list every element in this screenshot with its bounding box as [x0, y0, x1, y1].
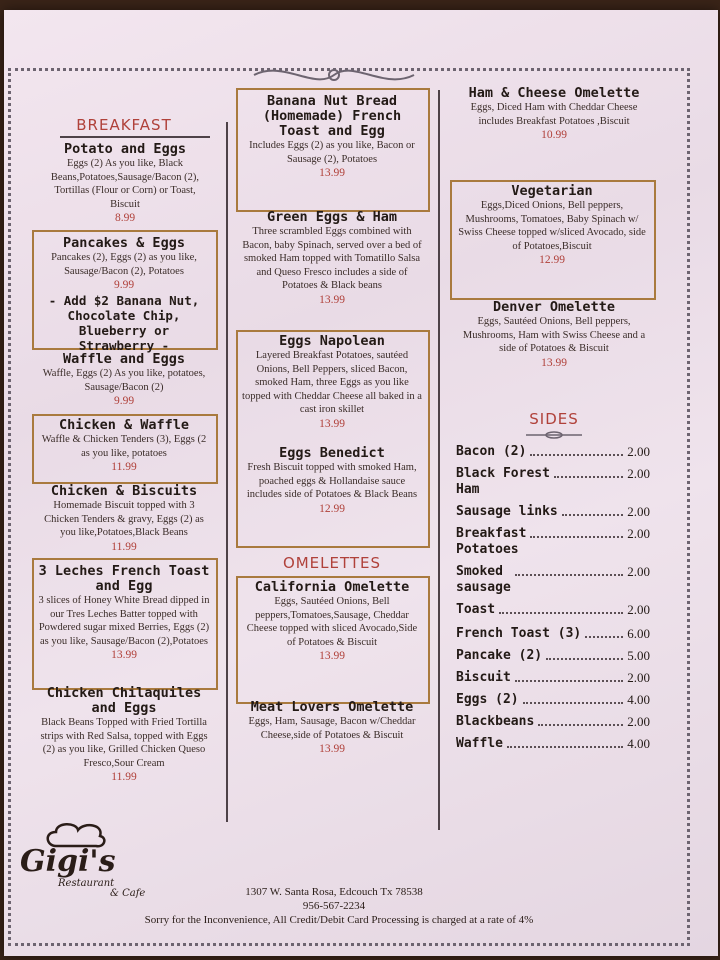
footer-address: 1307 W. Santa Rosa, Edcouch Tx 78538 [245, 886, 423, 898]
item-name: Potato and Eggs [64, 141, 186, 157]
side-name: Blackbeans [456, 714, 535, 729]
side-price: 2.00 [627, 444, 650, 459]
item-desc: Waffle, Eggs (2) As you like, potatoes, Sausage/Bacon (2) [42, 368, 206, 393]
side-name: Sausage links [456, 504, 558, 519]
item-desc: Waffle & Chicken Tenders (3), Eggs (2 as you like, potatoes [41, 434, 207, 459]
item-desc: Eggs, Diced Ham with Cheddar Cheese includes Breakfast Potatoes ,Biscuit [470, 102, 638, 127]
side-price: 2.00 [627, 714, 650, 729]
item-desc: Homemade Biscuit topped with 3 Chicken Tenders & gravy, Eggs (2) as you like,Potatoes,Black Beans [44, 500, 204, 538]
ornament-flourish-icon [244, 60, 424, 90]
logo-subtitle-cafe: & Cafe [110, 888, 146, 899]
side-price: 2.00 [627, 466, 650, 481]
item-desc: 3 slices of Honey White Bread dipped in our Tres Leches Batter topped with Powdered sugar mixed Berries, Eggs (2) as you like, Sausage/Bacon (2),Potatoes [38, 595, 210, 647]
dot-leader [554, 466, 623, 478]
menu-item-waffle-and-eggs [38, 352, 210, 409]
item-name: Chicken & Biscuits [50, 483, 198, 499]
side-item-smoked-sausage [456, 564, 650, 596]
menu-item-california-omelette [242, 580, 422, 664]
item-price: 13.99 [319, 167, 345, 179]
item-name: Chicken & Waffle [58, 417, 190, 433]
menu-item-denver-omelette [456, 300, 652, 371]
item-desc: Layered Breakfast Potatoes, sautéed Onions, Bell Peppers, sliced Bacon, smoked Ham, three Eggs as you like topped with Cheddar Cheese all baked in a cast iron skillet [242, 350, 422, 415]
menu-page [4, 10, 718, 956]
side-name: French Toast (3) [456, 626, 582, 641]
dot-leader [515, 670, 623, 682]
restaurant-logo [14, 822, 174, 902]
side-name: Breakfast Potatoes [456, 526, 527, 557]
item-desc: Eggs, Sautéed Onions, Bell peppers,Tomatoes,Sausage, Cheddar Cheese topped with sliced Avocado,Side of Potatoes & Biscuit [246, 596, 418, 648]
item-desc: Eggs, Sautéed Onions, Bell peppers, Mushrooms, Ham with Swiss Cheese and a side of Potatoes & Biscuit [462, 316, 646, 354]
item-price: 13.99 [541, 356, 567, 369]
dot-leader [507, 736, 623, 748]
footer-notice: Sorry for the Inconvenience, All Credit/Debit Card Processing is charged at a rate of 4% [144, 914, 534, 926]
item-name: Banana Nut Bread (Homemade) French Toast and Egg [262, 93, 402, 139]
dot-leader [530, 526, 623, 538]
dot-leader [585, 626, 623, 638]
item-price: 13.99 [319, 650, 345, 662]
item-name: California Omelette [254, 579, 410, 595]
dot-leader [515, 564, 623, 576]
side-item-sausage-links [456, 504, 650, 520]
section-title-omelettes: OMELETTES [282, 554, 382, 572]
item-name: Ham & Cheese Omelette [468, 85, 640, 101]
side-item-black-forest-ham [456, 466, 650, 498]
side-item-french-toast [456, 626, 650, 642]
item-name: Eggs Benedict [279, 445, 385, 461]
side-price: 4.00 [627, 736, 650, 751]
item-desc: Black Beans Topped with Fried Tortilla strips with Red Salsa, topped with Eggs (2) as you like, Grilled Chicken Queso Fresco,Sour Cream [40, 717, 208, 769]
item-price: 13.99 [111, 649, 137, 661]
dot-leader [499, 602, 623, 614]
logo-subtitle: Restaurant [58, 878, 115, 889]
item-price: 13.99 [319, 293, 345, 306]
side-name: Smoked sausage [456, 564, 511, 595]
side-price: 2.00 [627, 602, 650, 617]
side-price: 2.00 [627, 526, 650, 541]
item-price: 10.99 [541, 129, 567, 141]
item-name: Green Eggs & Ham [266, 209, 398, 225]
side-price: 2.00 [627, 670, 650, 685]
side-item-toast [456, 602, 650, 618]
side-price: 2.00 [627, 564, 650, 579]
side-item-blackbeans [456, 714, 650, 730]
side-name: Toast [456, 602, 496, 617]
item-price: 8.99 [114, 212, 136, 224]
column-divider-left [226, 122, 228, 822]
item-price: 11.99 [111, 540, 137, 553]
menu-item-chicken-chilaquiles [38, 686, 210, 785]
side-name: Waffle [456, 736, 503, 751]
side-item-breakfast-potatoes [456, 526, 650, 558]
menu-item-potato-and-eggs [40, 142, 210, 226]
item-desc: Eggs, Ham, Sausage, Bacon w/Cheddar Cheese,side of Potatoes & Biscuit [248, 716, 416, 741]
dot-leader [530, 444, 623, 456]
section-underline [60, 136, 210, 138]
menu-item-meat-lovers-omelette [242, 700, 422, 757]
item-price: 12.99 [539, 254, 565, 266]
side-item-eggs [456, 692, 650, 708]
item-price: 9.99 [113, 279, 135, 291]
side-name: Black Forest Ham [456, 466, 550, 497]
dot-leader [562, 504, 624, 516]
side-item-biscuit [456, 670, 650, 686]
column-divider-right [438, 90, 440, 830]
menu-item-vegetarian [456, 184, 648, 268]
side-price: 2.00 [627, 504, 650, 519]
menu-item-pancakes-eggs [38, 236, 210, 353]
item-addon: - Add $2 Banana Nut, Chocolate Chip, Blueberry or Strawberry - [48, 293, 200, 353]
side-name: Pancake (2) [456, 648, 543, 663]
item-name: Denver Omelette [493, 299, 615, 315]
side-item-waffle [456, 736, 650, 752]
menu-item-eggs-napolean [242, 334, 422, 432]
item-desc: Eggs,Diced Onions, Bell peppers, Mushrooms, Tomatoes, Baby Spinach w/ Swiss Cheese topped w/sliced Avocado, side of Potatoes,Biscuit [458, 200, 646, 252]
menu-item-green-eggs-ham [242, 210, 422, 308]
side-item-bacon [456, 444, 650, 460]
section-title-breakfast: BREAKFAST [76, 116, 172, 134]
footer-phone: 956-567-2234 [302, 900, 366, 912]
menu-item-chicken-biscuits [38, 484, 210, 555]
item-desc: Pancakes (2), Eggs (2) as you like, Sausage/Bacon (2), Potatoes [51, 252, 197, 277]
side-name: Eggs (2) [456, 692, 519, 707]
item-name: Vegetarian [511, 183, 593, 199]
menu-item-eggs-benedict [242, 446, 422, 517]
side-price: 5.00 [627, 648, 650, 663]
item-name: Eggs Napolean [279, 333, 385, 349]
divider-ornament-icon [524, 430, 584, 440]
side-name: Bacon (2) [456, 444, 527, 459]
side-item-pancake [456, 648, 650, 664]
dot-leader [546, 648, 623, 660]
side-name: Biscuit [456, 670, 511, 685]
item-desc: Fresh Biscuit topped with smoked Ham, poached eggs & Hollandaise sauce includes side of Potatoes & Black Beans [246, 462, 418, 500]
item-name: Waffle and Eggs [63, 351, 185, 367]
menu-item-ham-cheese-omelette [456, 86, 652, 143]
item-name: 3 Leches French Toast and Egg [38, 563, 210, 594]
section-title-sides: SIDES [529, 410, 579, 428]
item-price: 11.99 [111, 771, 137, 783]
item-desc: Three scrambled Eggs combined with Bacon, baby Spinach, served over a bed of smoked Ham topped with Tomatillo Salsa and Queso Fresco includes a side of Potatoes & Black beans [242, 226, 422, 291]
item-name: Pancakes & Eggs [63, 235, 185, 251]
item-desc: Includes Eggs (2) as you like, Bacon or Sausage (2), Potatoes [249, 140, 415, 165]
item-name: Meat Lovers Omelette [250, 699, 414, 715]
menu-item-banana-nut-french-toast [242, 94, 422, 181]
dot-leader [523, 692, 624, 704]
item-desc: Eggs (2) As you like, Black Beans,Potatoes,Sausage/Bacon (2), Tortillas (Flour or Corn) or Toast, Biscuit [50, 158, 200, 210]
item-price: 13.99 [319, 743, 345, 755]
menu-item-chicken-waffle [38, 418, 210, 475]
item-price: 13.99 [319, 417, 345, 430]
logo-wordmark: Gigi's [20, 844, 116, 879]
dot-leader [538, 714, 623, 726]
item-name: Chicken Chilaquiles and Eggs [46, 685, 202, 716]
side-price: 6.00 [627, 626, 650, 641]
menu-item-3-leches-french-toast [38, 564, 210, 663]
item-price: 11.99 [111, 461, 137, 473]
item-price: 9.99 [113, 395, 135, 407]
item-price: 12.99 [319, 502, 345, 515]
side-price: 4.00 [627, 692, 650, 707]
